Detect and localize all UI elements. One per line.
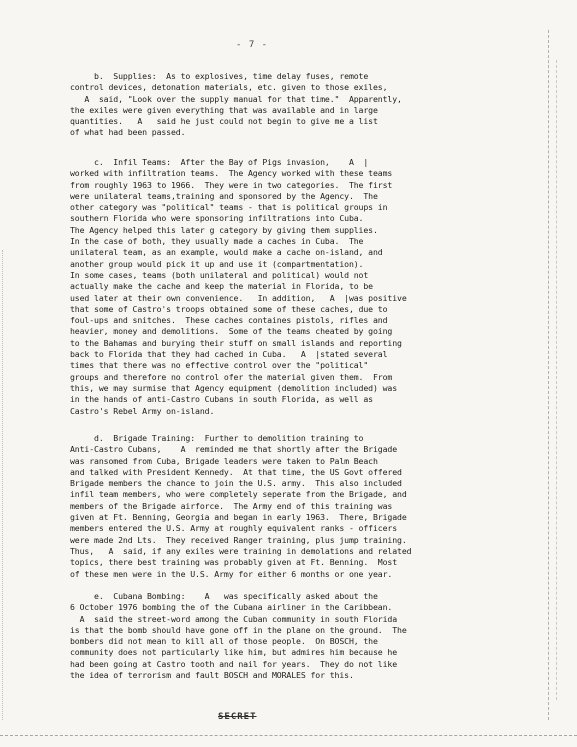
text-line: times that there was no effective control over the "political" <box>70 360 369 371</box>
text-line: southern Florida who were sponsoring infiltrations into Cuba. <box>70 213 364 224</box>
text-line: used later at their own convenience. In addition, A |was positive <box>70 292 407 303</box>
text-line: members of the Brigade airforce. The Army end of this training was <box>70 500 393 511</box>
page-number: - 7 - <box>236 40 269 50</box>
scan-bottom-edge <box>0 735 577 737</box>
text-line: that some of Castro's troops obtained some of these caches, due to <box>70 303 388 314</box>
text-line: groups and therefore no control ofer the material given them. From <box>70 371 393 382</box>
text-line: bombers did not mean to kill all of those people. On BOSCH, the <box>70 636 378 647</box>
text-line: heavier, money and demolitions. Some of the teams cheated by going <box>70 326 393 337</box>
text-line: had been going at Castro tooth and nail for years. They do not like <box>70 658 398 669</box>
scan-left-edge <box>2 250 4 720</box>
text-line: were made 2nd Lts. They received Ranger training, plus jump training. <box>70 534 407 545</box>
text-line: Castro's Rebel Army on-island. <box>70 405 215 416</box>
text-line: back to Florida that they had cached in Cuba. A |stated several <box>70 349 388 360</box>
text-line: Thus, A said, if any exiles were training in demolations and related <box>70 545 412 556</box>
text-line: community does not particularly like him, but admires him because he <box>70 647 398 658</box>
text-line: c. Infil Teams: After the Bay of Pigs invasion, A | <box>70 157 369 167</box>
text-line: A said, "Look over the supply manual for that time." Apparently, <box>70 93 402 104</box>
text-line: the exiles were given everything that was available and in large <box>70 104 378 115</box>
text-line: of these men were in the U.S. Army for either 6 months or one year. <box>70 568 393 579</box>
text-line: 6 October 1976 bombing the of the Cubana airliner in the Caribbean. <box>70 602 393 613</box>
text-line: A said the street-word among the Cuban community in south Florida <box>70 613 398 624</box>
text-line: In the case of both, they usually made a caches in Cuba. The <box>70 236 364 247</box>
scan-margin-line <box>548 30 550 720</box>
text-line: b. Supplies: As to explosives, time delay fuses, remote <box>70 71 369 81</box>
paragraph-supplies <box>70 71 540 139</box>
paragraph-infil-teams <box>70 157 540 417</box>
text-line: another group would pick it up and use it (compartmentation). <box>70 258 364 269</box>
text-line: the idea of terrorism and fault BOSCH and MORALES for this. <box>70 670 354 681</box>
text-line: In some cases, teams (both unilateral and political) would not <box>70 269 369 280</box>
text-line: were unilateral teams,training and sponsored by the Agency. The <box>70 190 378 201</box>
text-line: Brigade members the chance to join the U.S. army. This also included <box>70 478 402 489</box>
text-line: and talked with President Kennedy. At that time, the US Govt offered <box>70 466 402 477</box>
text-line: unilateral team, as an example, would make a cache on-island, and <box>70 247 383 258</box>
text-line: d. Brigade Training: Further to demolition training to <box>70 433 364 443</box>
text-line: actually make the cache and keep the material in Florida, to be <box>70 281 373 292</box>
classification-marking: SECRET <box>218 712 257 722</box>
text-line: to the Bahamas and burying their stuff on small islands and reporting <box>70 337 402 348</box>
text-line: Anti-Castro Cubans, A reminded me that shortly after the Brigade <box>70 444 398 455</box>
text-line: control devices, detonation materials, etc. given to those exiles, <box>70 82 388 93</box>
text-line: of what had been passed. <box>70 127 186 138</box>
text-line: foul-ups and snitches. These caches containes pistols, rifles and <box>70 315 388 326</box>
text-line: other category was "political" teams - that is political groups in <box>70 202 388 213</box>
text-line: members entered the U.S. Army at roughly equivalent ranks - officers <box>70 523 398 534</box>
text-line: e. Cubana Bombing: A was specifically asked about the <box>70 591 378 601</box>
text-line: quantities. A said he just could not begin to give me a list <box>70 116 378 127</box>
text-line: from roughly 1963 to 1966. They were in two categories. The first <box>70 179 393 190</box>
paragraph-brigade-training <box>70 433 540 580</box>
text-line: is that the bomb should have gone off in the plane on the ground. The <box>70 624 407 635</box>
text-line: infil team members, who were completely seperate from the Brigade, and <box>70 489 407 500</box>
scan-margin-line-secondary <box>556 60 558 700</box>
text-line: was ransomed from Cuba, Brigade leaders were taken to Palm Beach <box>70 455 378 466</box>
text-line: topics, there best training was probably given at Ft. Benning. Most <box>70 557 398 568</box>
text-line: given at Ft. Benning, Georgia and began in early 1963. There, Brigade <box>70 512 407 523</box>
paragraph-cubana-bombing <box>70 591 540 681</box>
text-line: worked with infiltration teams. The Agency worked with these teams <box>70 168 393 179</box>
text-line: this, we may surmise that Agency equipment (demolition included) was <box>70 382 398 393</box>
text-line: in the hands of anti-Castro Cubans in south Florida, as well as <box>70 394 373 405</box>
text-line: The Agency helped this later g category by giving them supplies. <box>70 224 378 235</box>
